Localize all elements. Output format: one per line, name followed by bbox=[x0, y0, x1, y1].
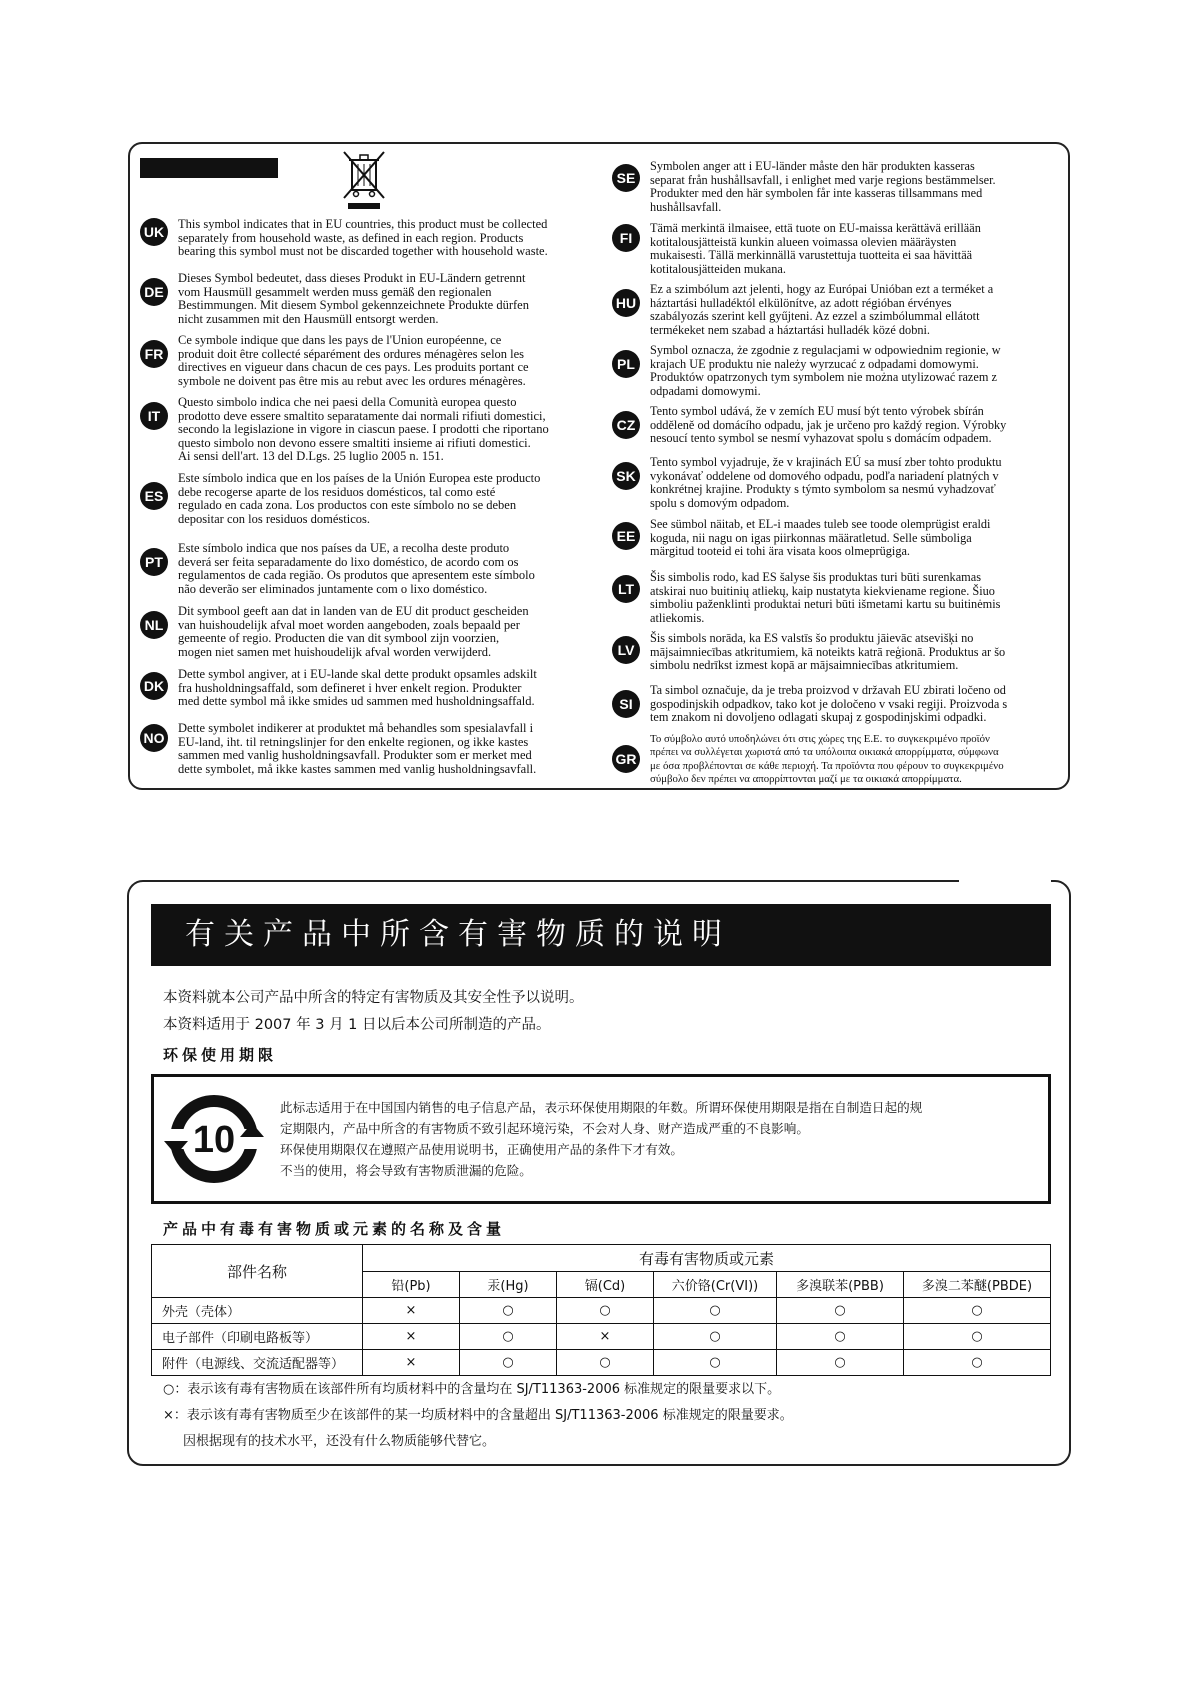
table-cell: ○ bbox=[654, 1324, 777, 1350]
badge-it: IT bbox=[140, 402, 168, 430]
badge-de: DE bbox=[140, 278, 168, 306]
eu-text-no: Dette symbolet indikerer at produktet må behandles som spesialavfall i EU-land, iht. til retningslinjer for den enkelte regionen, og ikke kastes sammen med vanlig husholdningsavfall. Produkter som er merket med dette symbolet, må ikke kastes sammen med vanlig husholdningsavfall. bbox=[178, 721, 537, 776]
efup-line-2: 定期限内，产品中所含的有害物质不致引起环境污染，不会对人身、财产造成严重的不良影响。 bbox=[280, 1121, 809, 1136]
eu-text-nl: Dit symbool geeft aan dat in landen van de EU dit product gescheiden van huishoudelijk afval moet worden aangeboden, zoals bepaald per gemeente of regio. Producten die van dit symbool zijn voorzien, mogen niet samen met huishoudelijk afval worden verwijderd. bbox=[178, 604, 529, 659]
row-part: 附件（电源线、交流适配器等） bbox=[152, 1350, 363, 1376]
badge-dk: DK bbox=[140, 672, 168, 700]
eu-text-it: Questo simbolo indica che nei paesi della Comunità europea questo prodotto deve essere smaltito separatamente dai normali rifiuti domestici, secondo la legislazione in vigore in ciascun paese. I prodotti che riportano questo simbolo non devono essere smaltiti insieme ai rifiuti domestici. Ai sensi dell'art. 13 del D.Lgs. 25 luglio 2005 n. 151. bbox=[178, 395, 549, 464]
note-x: ×：表示该有毒有害物质至少在该部件的某一均质材料中的含量超出 SJ/T11363-2006 标准规定的限量要求。 bbox=[163, 1408, 793, 1423]
eu-text-si: Ta simbol označuje, da je treba proizvod v državah EU zbirati ločeno od gospodinjskih odpadkov, tako kot je določeno v vsaki regiji. Proizvoda s tem znakom ni dovoljeno odlagati skupaj z gospodinjskimi odpadki. bbox=[650, 683, 1008, 725]
table-cell: ○ bbox=[777, 1298, 904, 1324]
badge-gr: GR bbox=[612, 745, 640, 773]
eu-text-ee: See sümbol näitab, et EL-i maades tuleb see toode olemprügist eraldi koguda, nii nagu on igas piirkonnas määratletud. Selle sümboliga märgitud tooteid ei tohi ära visata koos olmeprügiga. bbox=[650, 517, 991, 559]
efup-line-3: 环保使用期限仅在遵照产品使用说明书，正确使用产品的条件下才有效。 bbox=[280, 1142, 683, 1157]
part-header: 部件名称 bbox=[152, 1245, 363, 1298]
table-cell: ○ bbox=[777, 1350, 904, 1376]
badge-cz: CZ bbox=[612, 411, 640, 439]
badge-uk: UK bbox=[140, 218, 168, 246]
table-cell: ○ bbox=[654, 1350, 777, 1376]
eu-text-gr: Το σύμβολο αυτό υποδηλώνει ότι στις χώρες της Ε.Ε. το συγκεκριμένο προϊόν πρέπει να συλλέγεται χωριστά από τα υπόλοιπα οικιακά απορρίμματα, σύμφωνα με όσα προβλέπονται σε κάθε περιοχή. Τα προϊόντα που φέρουν το συγκεκριμένο σύμβολο δεν πρέπει να απορρίπτονται μαζί με τα οικιακά απορρίμματα. bbox=[650, 733, 1004, 786]
efup-number: 10 bbox=[192, 1119, 236, 1161]
table-cell: ○ bbox=[904, 1298, 1051, 1324]
table-row bbox=[152, 1324, 1051, 1350]
table-cell: ○ bbox=[460, 1324, 557, 1350]
table-cell: ○ bbox=[557, 1350, 654, 1376]
eu-text-cz: Tento symbol udává, že v zemích EU musí být tento výrobek sbírán odděleně od domácího odpadu, jak je určeno pro každý region. Výrobky nesoucí tento symbol se nesmí vyhazovat spolu s domácím odpadem. bbox=[650, 404, 1007, 446]
table-cell: ○ bbox=[557, 1298, 654, 1324]
eu-text-dk: Dette symbol angiver, at i EU-lande skal dette produkt opsamles adskilt fra husholdningsaffald, som defineret i hver enkelt region. Produkter med dette symbol må ikke smides ud sammen med husholdningsaffald. bbox=[178, 667, 537, 709]
badge-lt: LT bbox=[612, 575, 640, 603]
eu-text-fr: Ce symbole indique que dans les pays de l'Union européenne, ce produit doit être collecté séparément des ordures ménagères selon les directives en vigueur dans chacun de ces pays. Les produits portant ce symbole ne doivent pas être mis au rebut avec les ordures ménagères. bbox=[178, 333, 529, 388]
table-cell: × bbox=[363, 1298, 460, 1324]
hazard-table bbox=[151, 1244, 1051, 1376]
table-cell: ○ bbox=[654, 1298, 777, 1324]
note-o: ○：表示该有毒有害物质在该部件所有均质材料中的含量均在 SJ/T11363-2006 标准规定的限量要求以下。 bbox=[163, 1382, 781, 1397]
efup-line-1: 此标志适用于在中国国内销售的电子信息产品，表示环保使用期限的年数。所谓环保使用期限是指在自制造日起的规 bbox=[280, 1100, 923, 1115]
crossed-bin-icon bbox=[342, 150, 386, 210]
table-cell: ○ bbox=[460, 1298, 557, 1324]
eu-text-lv: Šis simbols norāda, ka ES valstīs šo produktu jāievāc atsevišķi no mājsaimniecības atkritumiem, kā noteikts katrā reģionā. Produktus ar šo simbolu nedrīkst izmest kopā ar mājsaimniecības atkritumiem. bbox=[650, 631, 1006, 673]
badge-es: ES bbox=[140, 482, 168, 510]
table-heading: 产品中有毒有害物质或元素的名称及含量 bbox=[163, 1220, 506, 1238]
col-pbb: 多溴联苯(PBB) bbox=[777, 1272, 904, 1298]
table-row bbox=[152, 1298, 1051, 1324]
eu-text-lt: Šis simbolis rodo, kad ES šalyse šis produktas turi būti surenkamas atskirai nuo buitinių atliekų, kaip nustatyta kiekviename regione. Šiuo simboliu paženklinti produktai neturi būti išmetami kartu su buitinėmis atliekomis. bbox=[650, 570, 1001, 625]
table-row bbox=[152, 1350, 1051, 1376]
row-part: 外壳（壳体） bbox=[152, 1298, 363, 1324]
badge-lv: LV bbox=[612, 636, 640, 664]
efup-heading: 环保使用期限 bbox=[163, 1046, 278, 1064]
col-hg: 汞(Hg) bbox=[460, 1272, 557, 1298]
badge-se: SE bbox=[612, 164, 640, 192]
efup-box bbox=[151, 1074, 1051, 1204]
table-cell: × bbox=[557, 1324, 654, 1350]
table-cell: ○ bbox=[460, 1350, 557, 1376]
table-cell: × bbox=[363, 1350, 460, 1376]
col-pbde: 多溴二苯醚(PBDE) bbox=[904, 1272, 1051, 1298]
table-cell: ○ bbox=[777, 1324, 904, 1350]
table-cell: ○ bbox=[904, 1350, 1051, 1376]
frame-gap bbox=[959, 878, 1051, 886]
col-pb: 铅(Pb) bbox=[363, 1272, 460, 1298]
badge-ee: EE bbox=[612, 522, 640, 550]
table-header-row bbox=[152, 1245, 1051, 1272]
badge-hu: HU bbox=[612, 289, 640, 317]
china-rohs-notice bbox=[127, 880, 1071, 1466]
eu-text-pt: Este símbolo indica que nos países da UE, a recolha deste produto deverá ser feita separadamente do lixo doméstico, de acordo com os regulamentos de cada região. Os produtos que apresentem este símbolo não deverão ser eliminados juntamente com o lixo doméstico. bbox=[178, 541, 535, 596]
eu-text-fi: Tämä merkintä ilmaisee, että tuote on EU-maissa kerättävä erillään kotitalousjätteistä kunkin alueen voimassa olevien määräysten mukaisesti. Tällä merkinnällä varustettuja tuotteita ei saa hävittää kotitalousjätteiden mukana. bbox=[650, 221, 981, 276]
col-cr: 六价铬(Cr(VI)) bbox=[654, 1272, 777, 1298]
black-label-bar bbox=[140, 158, 278, 178]
badge-pt: PT bbox=[140, 548, 168, 576]
eu-text-se: Symbolen anger att i EU-länder måste den här produkten kasseras separat från hushållsavfall, i enlighet med varje regions bestämmelser. Produkter med den här symbolen får inte kasseras tillsammans med hushållsavfall. bbox=[650, 159, 996, 214]
cn-intro-2: 本资料适用于 2007 年 3 月 1 日以后本公司所制造的产品。 bbox=[163, 1017, 551, 1033]
eu-text-uk: This symbol indicates that in EU countries, this product must be collected separately from household waste, as defined in each region. Products bearing this symbol must not be discarded together with household waste. bbox=[178, 217, 548, 259]
eu-text-pl: Symbol oznacza, że zgodnie z regulacjami w odpowiednim regionie, w krajach UE produktu nie należy wyrzucać z odpadami domowymi. Produktów opatrzonych tym symbolem nie można utylizować razem z odpadami domowymi. bbox=[650, 343, 1001, 398]
badge-fi: FI bbox=[612, 224, 640, 252]
col-cd: 镉(Cd) bbox=[557, 1272, 654, 1298]
eu-text-es: Este símbolo indica que en los países de la Unión Europea este producto debe recogerse aparte de los residuos domésticos, tal como esté regulado en cada zona. Los productos con este símbolo no se deben depositar con los residuos domésticos. bbox=[178, 471, 541, 526]
eu-text-de: Dieses Symbol bedeutet, dass dieses Produkt in EU-Ländern getrennt vom Hausmüll gesammelt werden muss gemäß den regionalen Bestimmungen. Mit diesem Symbol gekennzeichnete Produkte dürfen nicht zusammen mit den Hausmüll entsorgt werden. bbox=[178, 271, 529, 326]
badge-nl: NL bbox=[140, 611, 168, 639]
efup-text bbox=[280, 1097, 1028, 1181]
efup-10-year-icon bbox=[164, 1089, 264, 1189]
badge-si: SI bbox=[612, 690, 640, 718]
cn-intro-1: 本资料就本公司产品中所含的特定有害物质及其安全性予以说明。 bbox=[163, 990, 584, 1006]
table-cell: ○ bbox=[904, 1324, 1051, 1350]
group-header: 有毒有害物质或元素 bbox=[363, 1245, 1051, 1272]
eu-weee-notice bbox=[128, 142, 1070, 790]
table-cell: × bbox=[363, 1324, 460, 1350]
cn-title: 有关产品中所含有害物质的说明 bbox=[151, 904, 1051, 966]
badge-fr: FR bbox=[140, 340, 168, 368]
badge-pl: PL bbox=[612, 350, 640, 378]
note-reason: 因根据现有的技术水平，还没有什么物质能够代替它。 bbox=[183, 1434, 496, 1449]
badge-sk: SK bbox=[612, 462, 640, 490]
row-part: 电子部件（印刷电路板等） bbox=[152, 1324, 363, 1350]
badge-no: NO bbox=[140, 724, 168, 752]
eu-text-hu: Ez a szimbólum azt jelenti, hogy az Európai Unióban ezt a terméket a háztartási hulladéktól elkülönítve, az adott régióban érvényes szabályozás szerint kell gyűjteni. Az ezzel a szimbólummal ellátott termékeket nem szabad a háztartási hulladék közé dobni. bbox=[650, 282, 994, 337]
efup-line-4: 不当的使用，将会导致有害物质泄漏的危险。 bbox=[280, 1163, 532, 1178]
eu-text-sk: Tento symbol vyjadruje, že v krajinách EÚ sa musí zber tohto produktu vykonávať oddelene od domového odpadu, podľa nariadení platných v konkrétnej krajine. Produkty s týmto symbolom sa nesmú vyhadzovať spolu s domovým odpadom. bbox=[650, 455, 1002, 510]
